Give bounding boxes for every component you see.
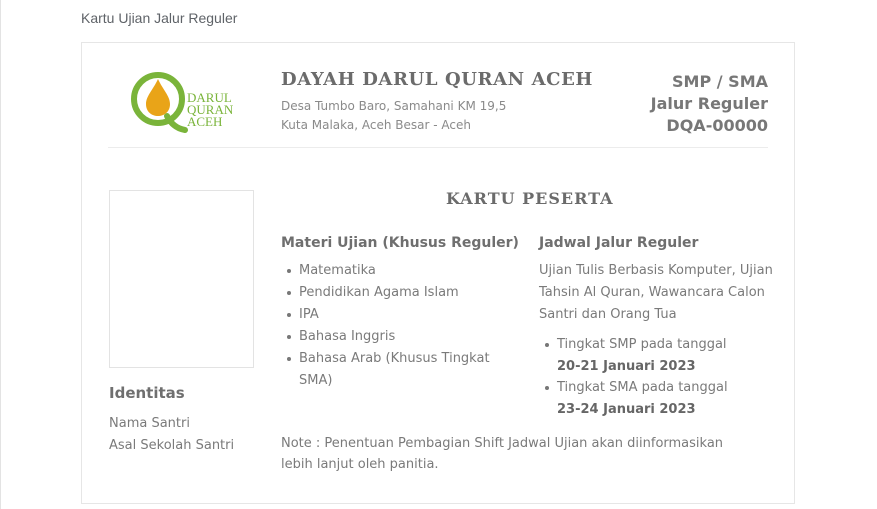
list-item: Pendidikan Agama Islam [281, 282, 526, 304]
list-item [539, 334, 774, 377]
list-item: Bahasa Arab (Khusus Tingkat SMA) [281, 348, 526, 392]
participant-id: DQA-00000 [666, 116, 768, 135]
identity-fields [109, 413, 234, 457]
list-item: IPA [281, 304, 526, 326]
logo-icon [134, 75, 185, 130]
address-line-1: Desa Tumbo Baro, Samahani KM 19,5 [281, 99, 507, 113]
exam-materials-list [281, 260, 526, 392]
logo-text-line1: DARUL [187, 90, 232, 105]
schedule-label: Tingkat SMA pada tanggal [557, 380, 728, 395]
schedule-label: Tingkat SMP pada tanggal [557, 337, 727, 352]
exam-materials-section [281, 235, 526, 392]
address-line-2: Kuta Malaka, Aceh Besar - Aceh [281, 118, 471, 132]
exam-materials-title: Materi Ujian (Khusus Reguler) [281, 235, 519, 251]
photo-placeholder [109, 190, 254, 368]
schedule-title: Jadwal Jalur Reguler [539, 235, 699, 251]
exam-card [81, 42, 795, 504]
track-label: Jalur Reguler [650, 94, 768, 113]
identity-title: Identitas [109, 384, 185, 402]
exam-info-header [651, 71, 768, 137]
page-title: Kartu Ujian Jalur Reguler [81, 10, 238, 26]
institution-logo [129, 68, 239, 136]
schedule-description: Ujian Tulis Berbasis Komputer, Ujian Tahsin Al Quran, Wawancara Calon Santri dan Orang Tua [539, 263, 773, 322]
schedule-section [539, 235, 774, 420]
window-edge [0, 0, 1, 509]
logo-text-line2: QURAN [187, 102, 234, 117]
schedule-date: 20-21 Januari 2023 [557, 358, 696, 374]
institution-info [281, 69, 593, 135]
logo-text-line3: ACEH [187, 114, 223, 129]
identity-field-school: Asal Sekolah Santri [109, 438, 235, 453]
level-label: SMP / SMA [672, 72, 768, 91]
schedule-date: 23-24 Januari 2023 [557, 401, 696, 417]
institution-name: DAYAH DARUL QURAN ACEH [281, 69, 594, 90]
header-divider [108, 147, 768, 148]
list-item: Bahasa Inggris [281, 326, 526, 348]
card-title: KARTU PESERTA [446, 189, 614, 208]
identity-field-name: Nama Santri [109, 416, 190, 431]
schedule-list [539, 334, 774, 420]
list-item [539, 377, 774, 420]
note-text: Note : Penentuan Pembagian Shift Jadwal Ujian akan diinformasikan lebih lanjut oleh panitia. [281, 436, 724, 472]
list-item: Matematika [281, 260, 526, 282]
